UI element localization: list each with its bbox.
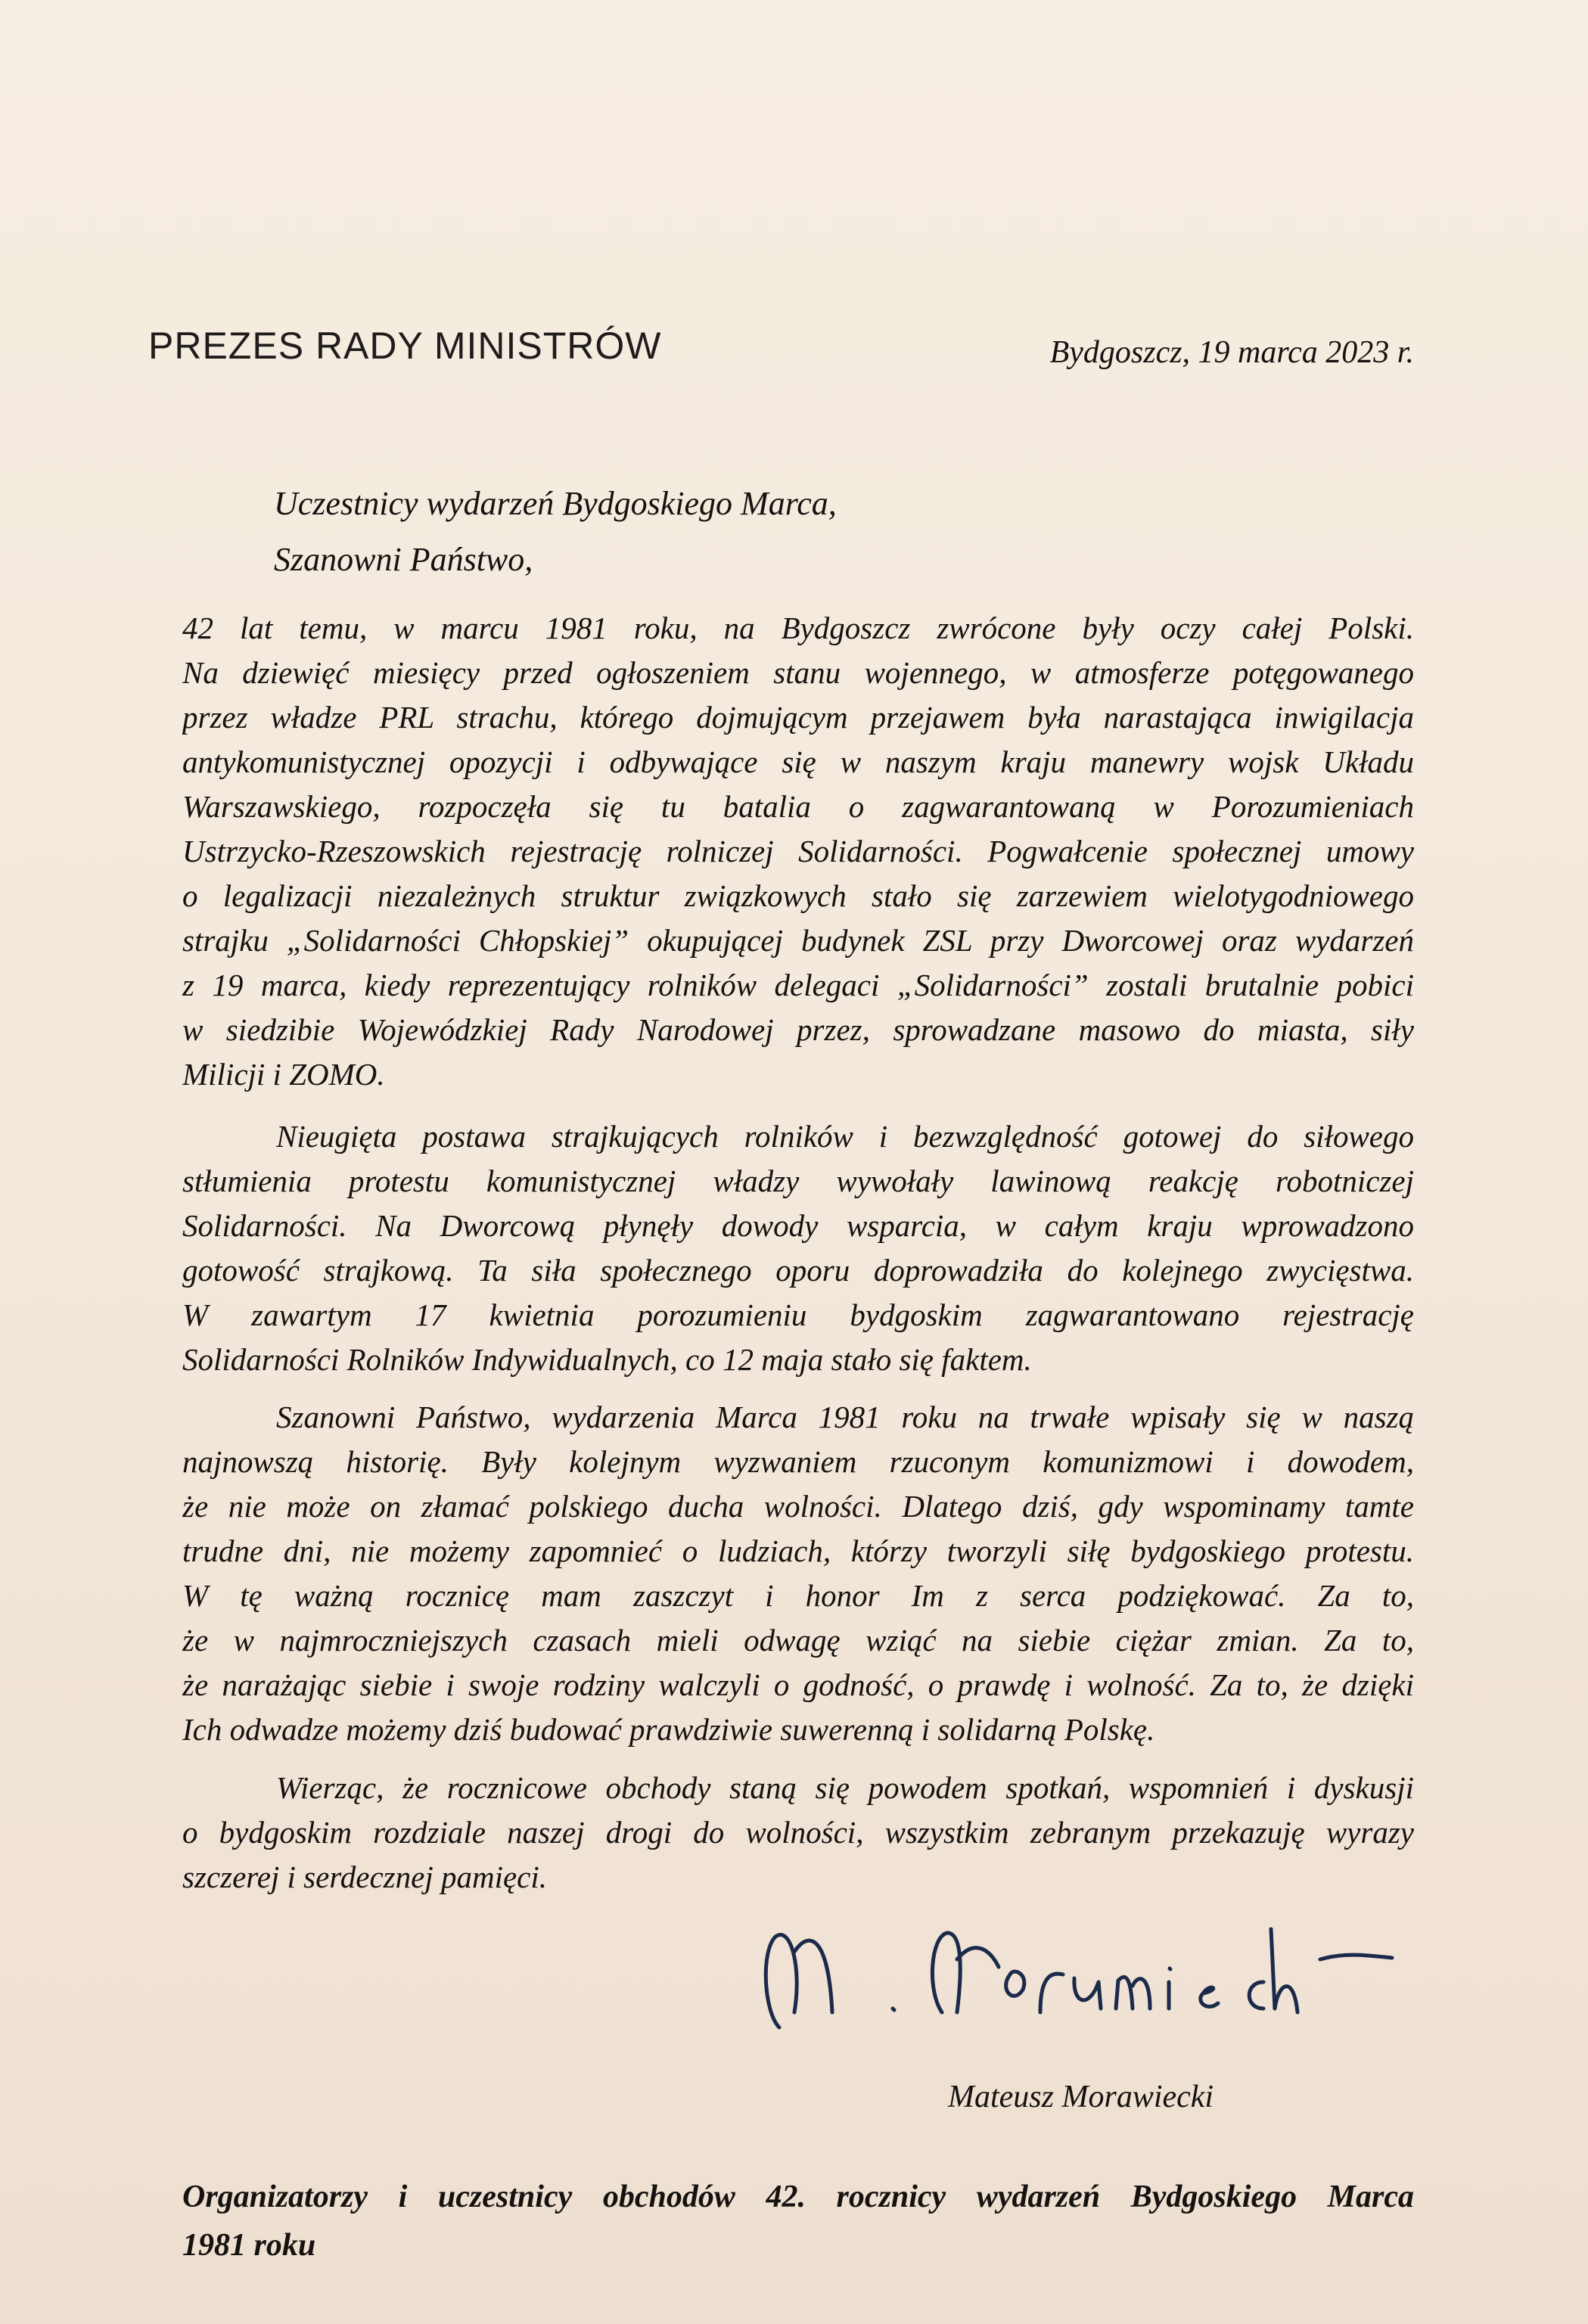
- text-line: Nieugięta postawa strajkujących rolników i bezwzględność gotowej do siłowego: [276, 1119, 1414, 1154]
- signatory-name: Mateusz Morawiecki: [948, 2080, 1214, 2114]
- text-line: o legalizacji niezależnych struktur związkowych stało się zarzewiem wielotygodniowego: [182, 878, 1414, 913]
- text-line: W tę ważną rocznicę mam zaszczyt i honor Im z serca podziękować. Za to,: [182, 1578, 1414, 1613]
- text-line: antykomunistycznej opozycji i odbywające się w naszym kraju manewry wojsk Układu: [182, 744, 1414, 779]
- salutation-addressees: Uczestnicy wydarzeń Bydgoskiego Marca,: [274, 485, 837, 522]
- text-line: o bydgoskim rozdziale naszej drogi do wolności, wszystkim zebranym przekazuję wyrazy: [182, 1815, 1414, 1850]
- text-line: W zawartym 17 kwietnia porozumieniu bydgoskim zagwarantowano rejestrację: [182, 1297, 1414, 1332]
- text-line: gotowość strajkową. Ta siła społecznego oporu doprowadziła do kolejnego zwycięstwa.: [182, 1253, 1414, 1288]
- text-line: szczerej i serdecznej pamięci.: [182, 1860, 547, 1894]
- paragraph-2: [182, 1114, 1414, 1382]
- text-line: Solidarności Rolników Indywidualnych, co 12 maja stało się faktem.: [182, 1342, 1032, 1377]
- text-line: że nie może on złamać polskiego ducha wolności. Dlatego dziś, gdy wspominamy tamte: [182, 1489, 1414, 1524]
- text-line: Milicji i ZOMO.: [182, 1057, 385, 1092]
- text-line: trudne dni, nie możemy zapomnieć o ludziach, którzy tworzyli siłę bydgoskiego protestu.: [182, 1533, 1414, 1568]
- letter-recipients: [182, 2173, 1414, 2270]
- text-line: 42 lat temu, w marcu 1981 roku, na Bydgoszcz zwrócone były oczy całej Polski.: [182, 611, 1414, 645]
- text-line: że narażając siebie i swoje rodziny walczyli o godność, o prawdę i wolność. Za to, że dzięki: [182, 1667, 1414, 1702]
- text-line: Wierząc, że rocznicowe obchody staną się powodem spotkań, wspomnień i dyskusji: [276, 1770, 1414, 1805]
- text-line: stłumienia protestu komunistycznej władzy wywołały lawinową reakcję robotniczej: [182, 1164, 1414, 1198]
- text-line: w siedzibie Wojewódzkiej Rady Narodowej przez, sprowadzane masowo do miasta, siły: [182, 1012, 1414, 1047]
- text-line: Na dziewięć miesięcy przed ogłoszeniem stanu wojennego, w atmosferze potęgowanego: [182, 655, 1414, 690]
- recipients-line-1: Organizatorzy i uczestnicy obchodów 42. rocznicy wydarzeń Bydgoskiego Marca: [182, 2180, 1414, 2214]
- text-line: Szanowni Państwo, wydarzenia Marca 1981 roku na trwałe wpisały się w naszą: [276, 1400, 1414, 1434]
- text-line: Solidarności. Na Dworcową płynęły dowody wsparcia, w całym kraju wprowadzono: [182, 1208, 1414, 1243]
- text-line: strajku „Solidarności Chłopskiej” okupującej budynek ZSL przy Dworcowej oraz wydarzeń: [182, 923, 1414, 958]
- paragraph-3: [182, 1395, 1414, 1752]
- text-line: że w najmroczniejszych czasach mieli odwagę wziąć na siebie ciężar zmian. Za to,: [182, 1623, 1414, 1658]
- handwritten-signature: [749, 1922, 1460, 2035]
- text-line: Ich odwadze możemy dziś budować prawdziwie suwerenną i solidarną Polskę.: [182, 1712, 1155, 1747]
- letterhead-office: PREZES RADY MINISTRÓW: [148, 325, 662, 367]
- recipients-line-2: 1981 roku: [182, 2228, 316, 2263]
- salutation-greeting: Szanowni Państwo,: [274, 541, 533, 578]
- text-line: Warszawskiego, rozpoczęła się tu batalia o zagwarantowaną w Porozumieniach: [182, 789, 1414, 824]
- text-line: z 19 marca, kiedy reprezentujący rolników delegaci „Solidarności” zostali brutalnie pobici: [182, 968, 1414, 1002]
- paragraph-4: [182, 1766, 1414, 1900]
- text-line: przez władze PRL strachu, którego dojmującym przejawem była narastająca inwigilacja: [182, 700, 1414, 735]
- paragraph-1: [182, 606, 1414, 1097]
- letter-date: Bydgoszcz, 19 marca 2023 r.: [1049, 335, 1414, 370]
- text-line: Ustrzycko-Rzeszowskich rejestrację rolniczej Solidarności. Pogwałcenie społecznej umowy: [182, 834, 1414, 868]
- text-line: najnowszą historię. Były kolejnym wyzwaniem rzuconym komunizmowi i dowodem,: [182, 1444, 1414, 1479]
